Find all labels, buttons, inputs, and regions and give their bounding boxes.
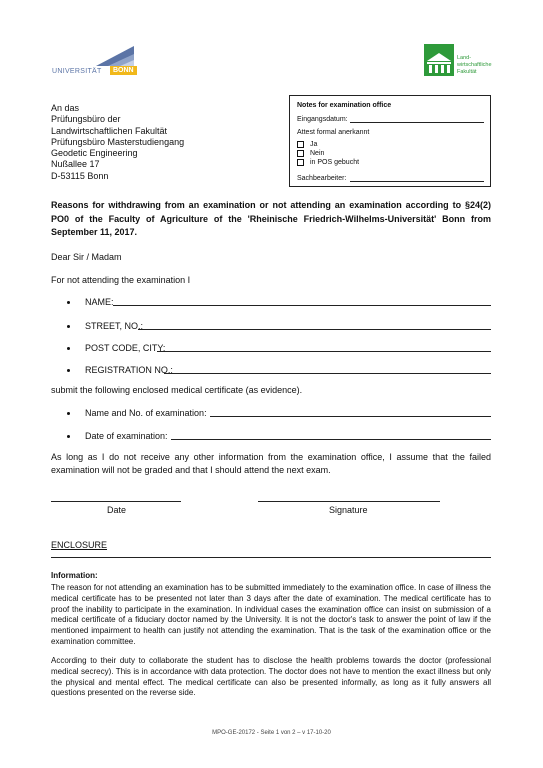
university-logo bbox=[50, 44, 140, 79]
clerk-field[interactable] bbox=[350, 181, 484, 182]
street-label: STREET, NO.: bbox=[85, 321, 144, 331]
salutation: Dear Sir / Madam bbox=[51, 252, 122, 262]
bullet bbox=[67, 301, 70, 304]
address-line: Prüfungsbüro Masterstudiengang bbox=[51, 136, 185, 147]
registration-label: REGISTRATION NO.: bbox=[85, 365, 173, 375]
university-name: UNIVERSITÄT bbox=[52, 68, 102, 75]
bullet bbox=[67, 412, 70, 415]
enclosure-label: ENCLOSURE bbox=[51, 540, 108, 550]
university-logo-mark bbox=[50, 44, 140, 68]
university-bonn: BONN bbox=[110, 66, 137, 75]
option-pos[interactable]: in POS gebucht bbox=[297, 158, 359, 167]
checkbox-no[interactable] bbox=[297, 150, 304, 157]
address-line: Nußallee 17 bbox=[51, 159, 100, 170]
faculty-name-2: wirtschaftliche bbox=[457, 62, 492, 68]
address-line: D-53115 Bonn bbox=[51, 170, 109, 181]
info-title: Information: bbox=[51, 571, 98, 580]
bullet bbox=[67, 435, 70, 438]
exam-date-label: Date of examination: bbox=[85, 431, 168, 441]
page-footer: MPO-GE-20172 - Seite 1 von 2 – v 17-10-20 bbox=[212, 730, 331, 736]
exam-name-field[interactable] bbox=[210, 416, 491, 417]
date-label: Date bbox=[107, 505, 127, 515]
received-field[interactable] bbox=[350, 122, 484, 123]
signature-label: Signature bbox=[329, 505, 368, 515]
registration-field[interactable] bbox=[164, 373, 491, 374]
intro-text: For not attending the examination I bbox=[51, 275, 191, 285]
exam-name-label: Name and No. of examination: bbox=[85, 408, 207, 418]
address-line: Geodetic Engineering bbox=[51, 148, 138, 159]
faculty-name-3: Fakultät bbox=[457, 69, 477, 75]
address-line: An das bbox=[51, 103, 80, 113]
name-label: NAME: bbox=[85, 297, 114, 307]
faculty-logo bbox=[424, 44, 504, 79]
received-label: Eingangsdatum: bbox=[297, 116, 348, 123]
faculty-name-1: Land- bbox=[457, 55, 472, 61]
option-yes[interactable]: Ja bbox=[297, 140, 317, 149]
attest-label: Attest formal anerkannt bbox=[297, 129, 370, 136]
street-field[interactable] bbox=[138, 329, 491, 330]
form-heading: Reasons for withdrawing from an examination or not attending an examination according to §24(2) PO0 of the Faculty of Agriculture of the 'Rheinische Friedrich-Wilhelms-Universität' Bonn from September 11, 2017. bbox=[51, 200, 491, 237]
submit-text: submit the following enclosed medical certificate (as evidence). bbox=[51, 385, 303, 395]
checkbox-yes[interactable] bbox=[297, 141, 304, 148]
info-paragraph-1: The reason for not attending an examination has to be submitted immediately to the examination office. In case of illness the medical certificate has to be presented not later than 3 days after the date of examination. The medical certificate has to proof the inability to participate in the examination. In individual cases the examination office can insist on submission of a medical certificate of a fiduciary doctor named by the University. It is not the doctor's task to answer the point of law if the mentioned impairment to health can justify not attending the examination. That is the task of the examination office or the examination committee. bbox=[51, 583, 491, 646]
address-block bbox=[51, 103, 184, 182]
option-no[interactable]: Nein bbox=[297, 149, 324, 158]
info-paragraph-2: According to their duty to collaborate the student has to disclose the health problems towards the doctor (professional medical secrecy). This is in accordance with data protection. The doctor does not have to mention the exact illness but only the physical and mental effect. The medical certificate can also be presented informally, as long as it fully answers all questions presented on the reverse side. bbox=[51, 656, 491, 698]
as-long-as-text: As long as I do not receive any other information from the examination office, I assume that the failed examination will not be graded and that I should attend the next exam. bbox=[51, 452, 491, 475]
date-field[interactable] bbox=[51, 501, 181, 502]
clerk-label: Sachbearbeiter: bbox=[297, 175, 347, 182]
postcode-field[interactable] bbox=[157, 351, 491, 352]
exam-date-field[interactable] bbox=[171, 439, 491, 440]
bullet bbox=[67, 325, 70, 328]
checkbox-pos[interactable] bbox=[297, 159, 304, 166]
bullet bbox=[67, 369, 70, 372]
name-field[interactable] bbox=[113, 305, 491, 306]
address-line: Landwirtschaftlichen Fakultät bbox=[51, 125, 168, 136]
address-line: Prüfungsbüro der bbox=[51, 114, 121, 125]
enclosure-divider bbox=[51, 557, 491, 558]
notes-title: Notes for examination office bbox=[297, 102, 392, 109]
signature-field[interactable] bbox=[258, 501, 440, 502]
bullet bbox=[67, 347, 70, 350]
postcode-label: POST CODE, CITY: bbox=[85, 343, 166, 353]
notes-box bbox=[289, 95, 491, 187]
faculty-building-icon bbox=[424, 44, 454, 76]
